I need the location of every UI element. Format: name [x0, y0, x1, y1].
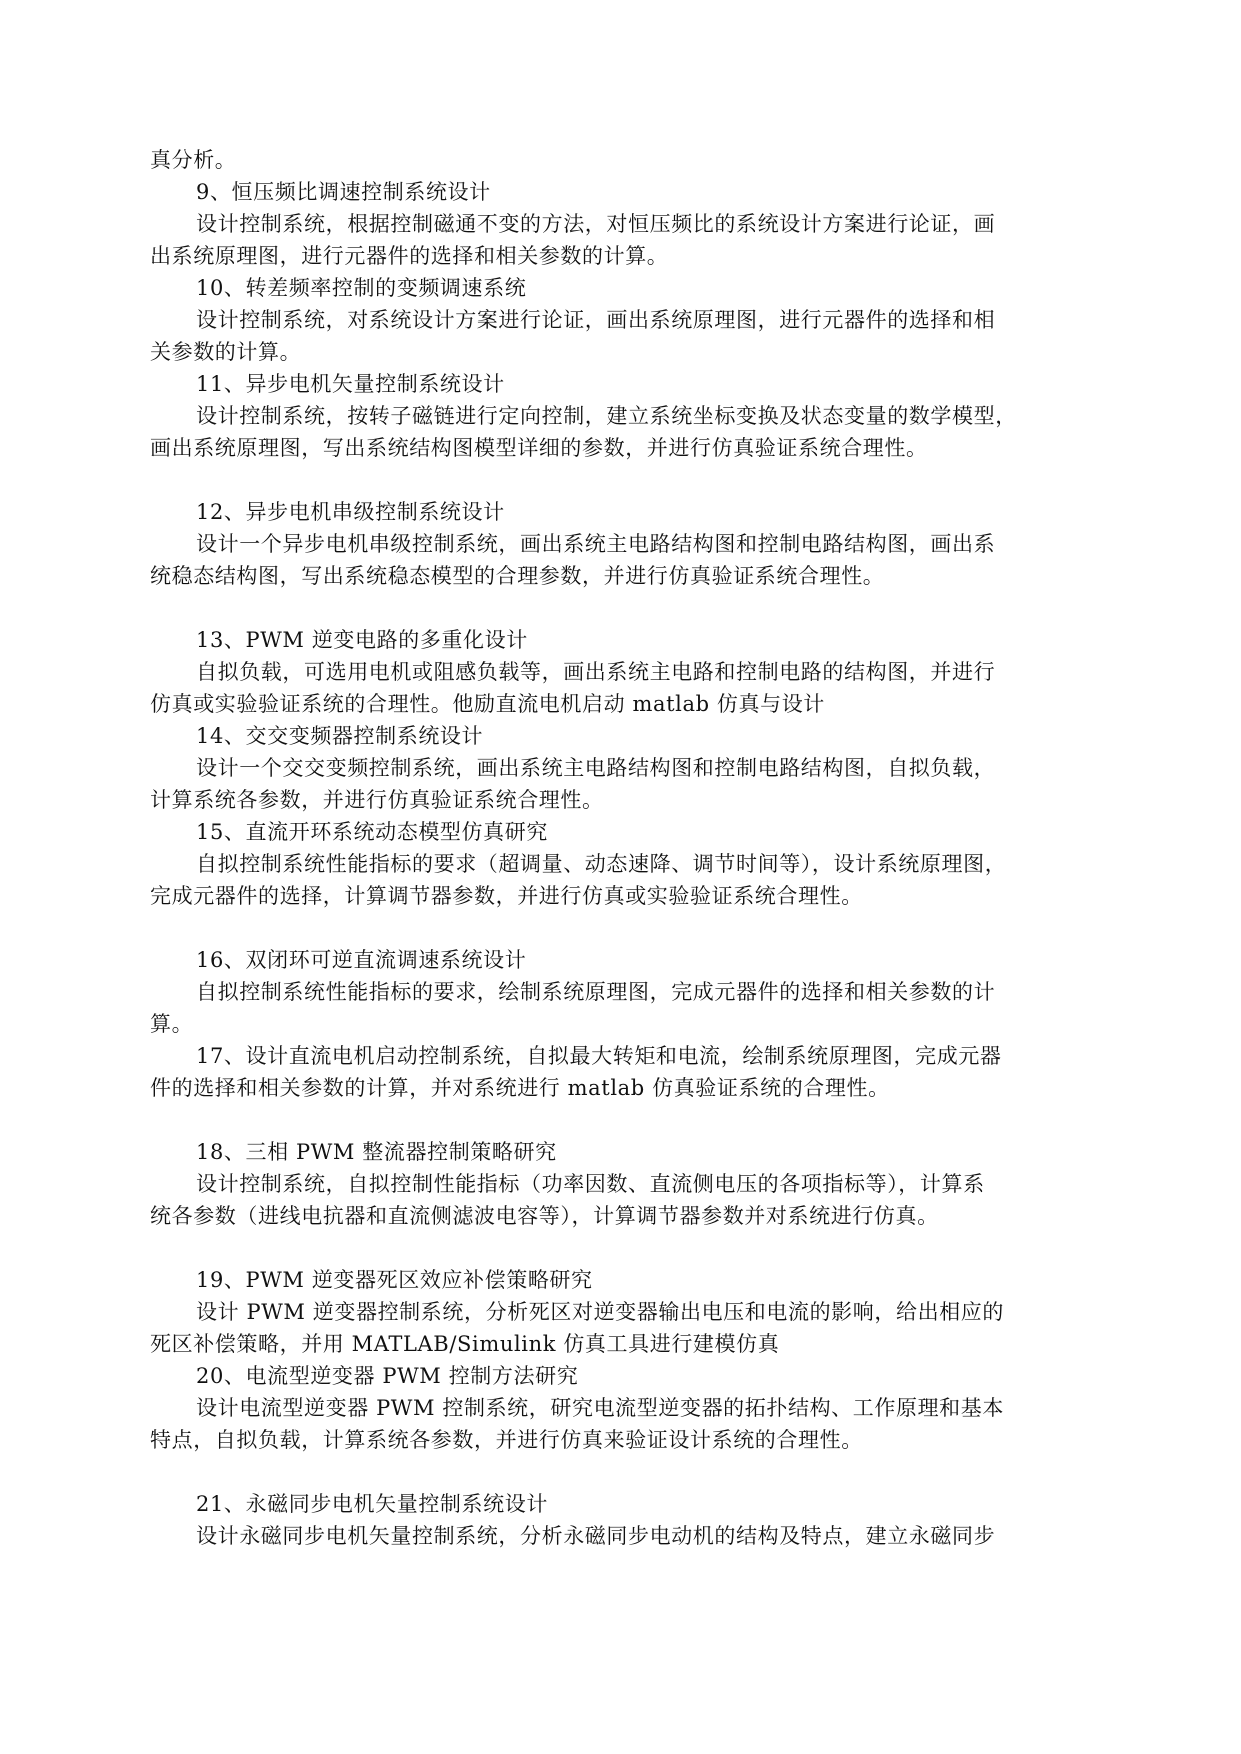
text-line: 真分析。 — [150, 148, 237, 172]
text-line: 自拟负载，可选用电机或阻感负载等，画出系统主电路和控制电路的结构图，并进行 — [196, 660, 996, 684]
section-heading: 11、异步电机矢量控制系统设计 — [196, 372, 505, 396]
section-heading: 21、永磁同步电机矢量控制系统设计 — [196, 1492, 548, 1516]
text-line: 出系统原理图，进行元器件的选择和相关参数的计算。 — [150, 244, 669, 268]
section-heading: 15、直流开环系统动态模型仿真研究 — [196, 820, 548, 844]
text-line: 设计控制系统，根据控制磁通不变的方法，对恒压频比的系统设计方案进行论证，画 — [196, 212, 996, 236]
text-line: 设计控制系统，自拟控制性能指标（功率因数、直流侧电压的各项指标等），计算系 — [196, 1172, 985, 1196]
text-line: 自拟控制系统性能指标的要求（超调量、动态速降、调节时间等），设计系统原理图， — [196, 852, 1007, 876]
paragraph-gap — [150, 464, 1112, 496]
section-heading: 20、电流型逆变器 PWM 控制方法研究 — [196, 1364, 579, 1388]
text-line: 设计一个交交变频控制系统，画出系统主电路结构图和控制电路结构图，自拟负载， — [196, 756, 996, 780]
text-line: 统各参数（进线电抗器和直流侧滤波电容等），计算调节器参数并对系统进行仿真。 — [150, 1204, 939, 1228]
text-line: 自拟控制系统性能指标的要求，绘制系统原理图，完成元器件的选择和相关参数的计 — [196, 980, 996, 1004]
section-heading: 10、转差频率控制的变频调速系统 — [196, 276, 527, 300]
text-line: 关参数的计算。 — [150, 340, 302, 364]
paragraph-gap — [150, 1456, 1112, 1488]
section-heading: 16、双闭环可逆直流调速系统设计 — [196, 948, 527, 972]
section-heading: 12、异步电机串级控制系统设计 — [196, 500, 505, 524]
paragraph-gap — [150, 592, 1112, 624]
text-line: 算。 — [150, 1012, 194, 1036]
text-line: 设计控制系统，对系统设计方案进行论证，画出系统原理图，进行元器件的选择和相 — [196, 308, 996, 332]
section-heading: 19、PWM 逆变器死区效应补偿策略研究 — [196, 1268, 593, 1292]
text-line: 设计 PWM 逆变器控制系统，分析死区对逆变器输出电压和电流的影响，给出相应的 — [196, 1300, 1004, 1324]
text-line: 死区补偿策略，并用 MATLAB/Simulink 仿真工具进行建模仿真 — [150, 1332, 780, 1356]
text-line: 设计电流型逆变器 PWM 控制系统，研究电流型逆变器的拓扑结构、工作原理和基本 — [196, 1396, 1004, 1420]
text-line: 仿真或实验验证系统的合理性。他励直流电机启动 matlab 仿真与设计 — [150, 692, 825, 716]
text-line: 特点，自拟负载，计算系统各参数，并进行仿真来验证设计系统的合理性。 — [150, 1428, 863, 1452]
text-line: 画出系统原理图，写出系统结构图模型详细的参数，并进行仿真验证系统合理性。 — [150, 436, 928, 460]
section-heading: 17、设计直流电机启动控制系统，自拟最大转矩和电流，绘制系统原理图，完成元器 — [196, 1044, 1002, 1068]
text-line: 统稳态结构图，写出系统稳态模型的合理参数，并进行仿真验证系统合理性。 — [150, 564, 885, 588]
paragraph-gap — [150, 912, 1112, 944]
section-heading: 14、交交变频器控制系统设计 — [196, 724, 484, 748]
document-body — [150, 144, 1112, 1552]
section-heading: 18、三相 PWM 整流器控制策略研究 — [196, 1140, 557, 1164]
paragraph-gap — [150, 1232, 1112, 1264]
paragraph-gap — [150, 1104, 1112, 1136]
text-line: 完成元器件的选择，计算调节器参数，并进行仿真或实验验证系统合理性。 — [150, 884, 863, 908]
text-line: 计算系统各参数，并进行仿真验证系统合理性。 — [150, 788, 604, 812]
text-line: 件的选择和相关参数的计算，并对系统进行 matlab 仿真验证系统的合理性。 — [150, 1076, 890, 1100]
section-heading: 13、PWM 逆变电路的多重化设计 — [196, 628, 528, 652]
text-line: 设计永磁同步电机矢量控制系统，分析永磁同步电动机的结构及特点，建立永磁同步 — [196, 1524, 996, 1548]
section-heading: 9、恒压频比调速控制系统设计 — [196, 180, 491, 204]
text-line: 设计一个异步电机串级控制系统，画出系统主电路结构图和控制电路结构图，画出系 — [196, 532, 996, 556]
text-line: 设计控制系统，按转子磁链进行定向控制，建立系统坐标变换及状态变量的数学模型， — [196, 404, 1017, 428]
